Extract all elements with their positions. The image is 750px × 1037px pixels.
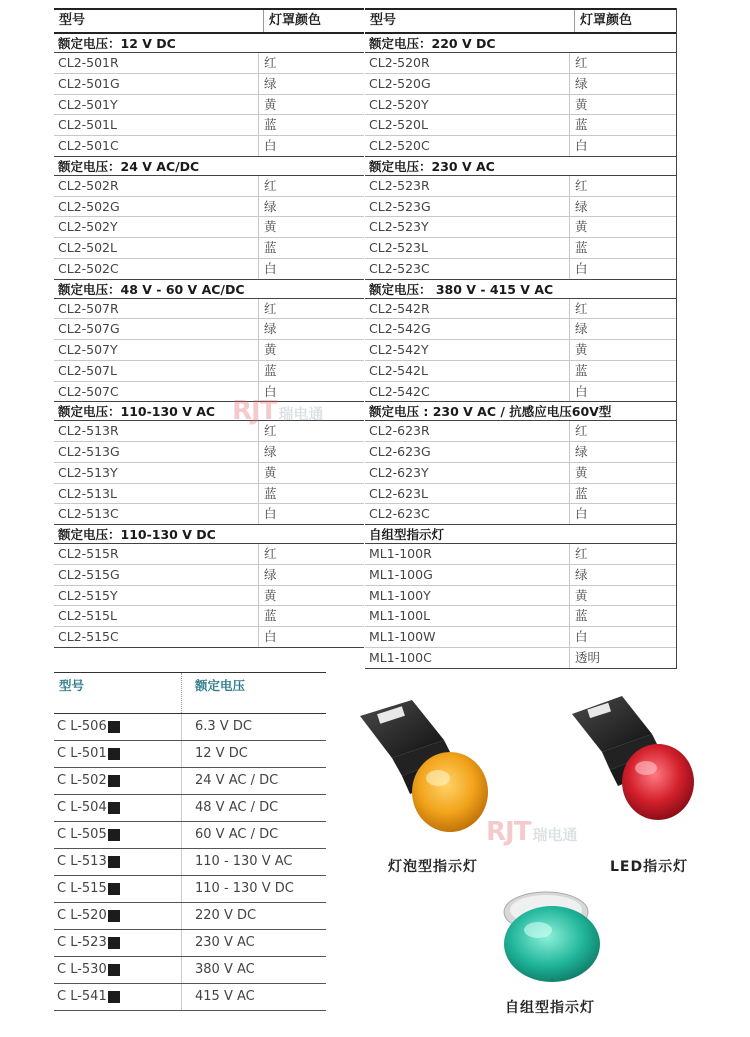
model-cell: ML1-100L bbox=[369, 608, 431, 624]
table-row bbox=[365, 361, 676, 382]
table-row bbox=[365, 95, 676, 116]
color-cell: 黄 bbox=[569, 217, 676, 237]
placeholder-square-icon bbox=[108, 856, 120, 868]
table-row bbox=[365, 238, 676, 259]
color-cell: 绿 bbox=[258, 197, 364, 217]
color-cell: 黄 bbox=[258, 340, 364, 360]
model-cell: CL2-623R bbox=[369, 423, 430, 439]
table-row bbox=[54, 586, 364, 607]
table-row bbox=[54, 259, 364, 280]
color-cell: 红 bbox=[258, 421, 364, 441]
table-row bbox=[365, 586, 676, 607]
table-row bbox=[54, 115, 364, 136]
color-cell: 红 bbox=[258, 299, 364, 319]
color-cell: 蓝 bbox=[258, 361, 364, 381]
placeholder-square-icon bbox=[108, 802, 120, 814]
table-row bbox=[54, 136, 364, 157]
left-table-body bbox=[54, 34, 364, 648]
model-cell: CL2-502G bbox=[58, 198, 120, 214]
table-row bbox=[365, 627, 676, 648]
model-cell: CL2-513G bbox=[58, 444, 120, 459]
color-cell: 黄 bbox=[569, 95, 676, 115]
model-cell: ML1-100R bbox=[369, 546, 432, 561]
voltage-group-title: 额定电压：220 V DC bbox=[365, 34, 676, 53]
model-cell: CL2-507G bbox=[58, 321, 120, 337]
voltage-cell: 415 V AC bbox=[181, 984, 326, 1010]
color-cell: 红 bbox=[569, 299, 676, 319]
table-row bbox=[54, 930, 326, 957]
placeholder-square-icon bbox=[108, 775, 120, 787]
table-row bbox=[54, 714, 326, 741]
model-cell: CL2-520R bbox=[369, 55, 430, 70]
model-cell: CL2-523C bbox=[369, 260, 430, 276]
voltage-cell: 48 V AC / DC bbox=[181, 795, 326, 821]
table-row bbox=[365, 176, 676, 197]
voltage-table bbox=[54, 672, 326, 1011]
color-cell: 蓝 bbox=[569, 238, 676, 258]
color-cell: 绿 bbox=[569, 74, 676, 94]
color-cell: 绿 bbox=[258, 74, 364, 94]
color-cell: 红 bbox=[258, 53, 364, 73]
color-cell: 红 bbox=[258, 176, 364, 196]
table-row bbox=[54, 903, 326, 930]
model-cell: CL2-623G bbox=[369, 444, 431, 459]
model-cell: CL2-623L bbox=[369, 485, 428, 501]
model-code: C L-502 bbox=[57, 773, 107, 788]
watermark bbox=[486, 817, 577, 847]
color-cell: 红 bbox=[569, 421, 676, 441]
placeholder-square-icon bbox=[108, 883, 120, 895]
model-cell: CL2-513C bbox=[58, 506, 119, 522]
header-model: 型号 bbox=[370, 13, 397, 28]
model-cell: CL2-501Y bbox=[58, 96, 118, 112]
table-row bbox=[54, 340, 364, 361]
table-row bbox=[54, 822, 326, 849]
color-cell: 蓝 bbox=[569, 484, 676, 504]
color-cell: 绿 bbox=[258, 442, 364, 462]
table-row bbox=[54, 53, 364, 74]
placeholder-square-icon bbox=[108, 910, 120, 922]
table-row bbox=[365, 340, 676, 361]
model-cell bbox=[54, 876, 181, 902]
color-cell: 黄 bbox=[569, 586, 676, 606]
table-row bbox=[54, 197, 364, 218]
color-cell: 黄 bbox=[569, 463, 676, 483]
model-code: C L-541 bbox=[57, 989, 107, 1004]
model-cell bbox=[54, 822, 181, 848]
color-cell: 白 bbox=[569, 259, 676, 279]
voltage-group-title: 额定电压： 380 V - 415 V AC bbox=[365, 280, 676, 299]
color-cell: 白 bbox=[258, 504, 364, 524]
model-cell: ML1-100W bbox=[369, 629, 436, 644]
table-row bbox=[54, 484, 364, 505]
color-cell: 黄 bbox=[258, 217, 364, 237]
table-row bbox=[54, 565, 364, 586]
table-row bbox=[54, 849, 326, 876]
model-code: C L-523 bbox=[57, 935, 107, 950]
table-row bbox=[365, 259, 676, 280]
voltage-group-title: 额定电压：110-130 V AC bbox=[54, 402, 364, 421]
voltage-group-title: 自组型指示灯 bbox=[365, 525, 676, 544]
table-row bbox=[54, 319, 364, 340]
voltage-cell: 24 V AC / DC bbox=[181, 768, 326, 794]
color-cell: 绿 bbox=[258, 319, 364, 339]
voltage-cell: 110 - 130 V DC bbox=[181, 876, 326, 902]
model-cell: CL2-623Y bbox=[369, 464, 429, 480]
model-cell: CL2-542Y bbox=[369, 342, 429, 357]
model-code: C L-513 bbox=[57, 854, 107, 869]
table-header bbox=[54, 8, 364, 34]
header-color: 灯罩颜色 bbox=[574, 10, 676, 32]
table-row bbox=[365, 544, 676, 565]
color-cell: 蓝 bbox=[258, 484, 364, 504]
table-row bbox=[54, 176, 364, 197]
color-cell: 黄 bbox=[569, 340, 676, 360]
table-row bbox=[54, 238, 364, 259]
color-cell: 黄 bbox=[258, 95, 364, 115]
table-row bbox=[54, 361, 364, 382]
model-cell bbox=[54, 741, 181, 767]
model-cell: CL2-513R bbox=[58, 423, 119, 439]
color-cell: 蓝 bbox=[258, 606, 364, 626]
led-indicator-caption: LED指示灯 bbox=[610, 859, 689, 875]
color-cell: 红 bbox=[258, 544, 364, 564]
model-cell: CL2-623C bbox=[369, 506, 430, 522]
right-table-column bbox=[365, 8, 677, 669]
model-code: C L-505 bbox=[57, 827, 107, 842]
table-row bbox=[54, 95, 364, 116]
model-cell: CL2-515C bbox=[58, 629, 119, 644]
voltage-cell: 230 V AC bbox=[181, 930, 326, 956]
model-cell: CL2-501L bbox=[58, 117, 117, 133]
model-cell: ML1-100G bbox=[369, 566, 433, 582]
voltage-group-title: 额定电压：110-130 V DC bbox=[54, 525, 364, 544]
model-cell: CL2-502Y bbox=[58, 219, 118, 235]
table-header bbox=[365, 8, 676, 34]
bulb-indicator-image bbox=[352, 696, 492, 846]
model-cell bbox=[54, 957, 181, 983]
model-cell: CL2-542R bbox=[369, 300, 430, 316]
model-cell: CL2-507Y bbox=[58, 342, 118, 357]
model-cell: CL2-523G bbox=[369, 198, 431, 214]
table-row bbox=[365, 319, 676, 340]
model-cell: CL2-542C bbox=[369, 383, 430, 399]
placeholder-square-icon bbox=[108, 721, 120, 733]
color-cell: 绿 bbox=[569, 442, 676, 462]
watermark-logo: RJT bbox=[232, 396, 277, 426]
model-code: C L-504 bbox=[57, 800, 107, 815]
left-table-column bbox=[54, 8, 364, 648]
model-cell: CL2-515G bbox=[58, 566, 120, 582]
color-cell: 黄 bbox=[258, 463, 364, 483]
header-model: 型号 bbox=[59, 13, 86, 28]
table-row bbox=[54, 421, 364, 442]
right-table-body bbox=[365, 34, 676, 669]
model-cell: CL2-507L bbox=[58, 362, 117, 378]
table-row bbox=[54, 768, 326, 795]
model-cell: CL2-523L bbox=[369, 240, 428, 255]
voltage-cell: 12 V DC bbox=[181, 741, 326, 767]
table-row bbox=[365, 197, 676, 218]
table-row bbox=[365, 463, 676, 484]
model-cell: CL2-501R bbox=[58, 55, 119, 70]
color-cell: 白 bbox=[258, 136, 364, 156]
table-row bbox=[365, 648, 676, 669]
color-cell: 白 bbox=[258, 382, 364, 402]
placeholder-square-icon bbox=[108, 964, 120, 976]
table-row bbox=[365, 299, 676, 320]
table-row bbox=[365, 421, 676, 442]
table-row bbox=[54, 984, 326, 1011]
table-row bbox=[54, 504, 364, 525]
table-row bbox=[54, 217, 364, 238]
model-cell: CL2-515Y bbox=[58, 587, 118, 603]
model-cell: CL2-542L bbox=[369, 362, 428, 378]
model-cell: CL2-501G bbox=[58, 75, 120, 91]
model-cell: CL2-520C bbox=[369, 138, 430, 153]
header-model: 型号 bbox=[59, 678, 85, 693]
table-row bbox=[54, 876, 326, 903]
header-voltage: 额定电压 bbox=[181, 673, 326, 713]
model-cell bbox=[54, 714, 181, 740]
placeholder-square-icon bbox=[108, 991, 120, 1003]
watermark-text: 瑞电通 bbox=[278, 405, 324, 423]
table-row bbox=[54, 299, 364, 320]
model-cell: CL2-520L bbox=[369, 117, 428, 133]
table-row bbox=[365, 217, 676, 238]
voltage-cell: 6.3 V DC bbox=[181, 714, 326, 740]
table-row bbox=[54, 741, 326, 768]
color-cell: 绿 bbox=[569, 319, 676, 339]
model-cell: CL2-502C bbox=[58, 260, 119, 276]
model-cell bbox=[54, 768, 181, 794]
voltage-cell: 60 V AC / DC bbox=[181, 822, 326, 848]
model-cell: CL2-515R bbox=[58, 546, 119, 561]
color-cell: 红 bbox=[569, 544, 676, 564]
color-cell: 白 bbox=[258, 259, 364, 279]
voltage-group-title: 额定电压：48 V - 60 V AC/DC bbox=[54, 280, 364, 299]
model-cell: CL2-502L bbox=[58, 240, 117, 255]
led-indicator-image bbox=[566, 692, 706, 832]
color-cell: 白 bbox=[569, 627, 676, 647]
model-cell: CL2-520G bbox=[369, 75, 431, 91]
color-cell: 红 bbox=[569, 176, 676, 196]
model-cell: CL2-520Y bbox=[369, 96, 429, 112]
color-cell: 蓝 bbox=[258, 115, 364, 135]
self-assembled-indicator-image bbox=[494, 882, 609, 987]
watermark-text: 瑞电通 bbox=[532, 826, 578, 844]
placeholder-square-icon bbox=[108, 748, 120, 760]
color-cell: 白 bbox=[569, 136, 676, 156]
placeholder-square-icon bbox=[108, 937, 120, 949]
color-cell: 蓝 bbox=[258, 238, 364, 258]
model-cell: CL2-513Y bbox=[58, 464, 118, 480]
model-cell: CL2-507R bbox=[58, 300, 119, 316]
voltage-table-body bbox=[54, 714, 326, 1011]
color-cell: 绿 bbox=[569, 197, 676, 217]
model-code: C L-520 bbox=[57, 908, 107, 923]
model-cell: CL2-501C bbox=[58, 138, 119, 153]
table-row bbox=[365, 484, 676, 505]
model-cell: CL2-502R bbox=[58, 177, 119, 193]
model-cell bbox=[54, 930, 181, 956]
voltage-cell: 220 V DC bbox=[181, 903, 326, 929]
table-row bbox=[365, 382, 676, 403]
model-cell: CL2-513L bbox=[58, 485, 117, 501]
color-cell: 蓝 bbox=[569, 606, 676, 626]
model-cell bbox=[54, 903, 181, 929]
color-cell: 白 bbox=[569, 504, 676, 524]
table-row bbox=[365, 565, 676, 586]
voltage-cell: 380 V AC bbox=[181, 957, 326, 983]
model-cell: CL2-542G bbox=[369, 321, 431, 337]
table-row bbox=[54, 74, 364, 95]
color-cell: 白 bbox=[258, 627, 364, 647]
color-cell: 蓝 bbox=[569, 115, 676, 135]
table-row bbox=[54, 606, 364, 627]
color-cell: 白 bbox=[569, 382, 676, 402]
model-cell bbox=[54, 984, 181, 1010]
voltage-group-title: 额定电压：230 V AC bbox=[365, 157, 676, 176]
model-cell: ML1-100Y bbox=[369, 587, 431, 603]
table-row bbox=[365, 136, 676, 157]
model-code: C L-501 bbox=[57, 746, 107, 761]
model-code: C L-515 bbox=[57, 881, 107, 896]
table-row bbox=[365, 606, 676, 627]
table-row bbox=[54, 627, 364, 648]
color-cell: 蓝 bbox=[569, 361, 676, 381]
model-cell bbox=[54, 849, 181, 875]
self-assembled-indicator-caption: 自组型指示灯 bbox=[505, 1000, 595, 1016]
model-cell: ML1-100C bbox=[369, 649, 432, 665]
watermark-logo: RJT bbox=[486, 817, 531, 847]
color-cell: 黄 bbox=[258, 586, 364, 606]
model-cell: CL2-523Y bbox=[369, 219, 429, 235]
voltage-group-title: 额定电压 : 230 V AC / 抗感应电压60V型 bbox=[365, 402, 676, 421]
color-cell: 红 bbox=[569, 53, 676, 73]
placeholder-square-icon bbox=[108, 829, 120, 841]
model-cell bbox=[54, 795, 181, 821]
model-cell: CL2-523R bbox=[369, 177, 430, 193]
table-row bbox=[54, 957, 326, 984]
model-cell: CL2-507C bbox=[58, 383, 119, 399]
table-row bbox=[54, 463, 364, 484]
table-row bbox=[365, 53, 676, 74]
voltage-group-title: 额定电压：12 V DC bbox=[54, 34, 364, 53]
table-row bbox=[365, 115, 676, 136]
table-row bbox=[365, 74, 676, 95]
voltage-table-header bbox=[54, 672, 326, 714]
model-cell: CL2-515L bbox=[58, 608, 117, 624]
color-cell: 绿 bbox=[569, 565, 676, 585]
table-row bbox=[54, 382, 364, 403]
table-row bbox=[365, 442, 676, 463]
table-row bbox=[365, 504, 676, 525]
header-color: 灯罩颜色 bbox=[263, 10, 364, 32]
model-code: C L-530 bbox=[57, 962, 107, 977]
bulb-indicator-caption: 灯泡型指示灯 bbox=[388, 859, 478, 875]
table-row bbox=[54, 442, 364, 463]
table-row bbox=[54, 795, 326, 822]
voltage-group-title: 额定电压：24 V AC/DC bbox=[54, 157, 364, 176]
model-code: C L-506 bbox=[57, 719, 107, 734]
color-cell: 透明 bbox=[569, 648, 676, 668]
voltage-cell: 110 - 130 V AC bbox=[181, 849, 326, 875]
color-cell: 绿 bbox=[258, 565, 364, 585]
table-row bbox=[54, 544, 364, 565]
